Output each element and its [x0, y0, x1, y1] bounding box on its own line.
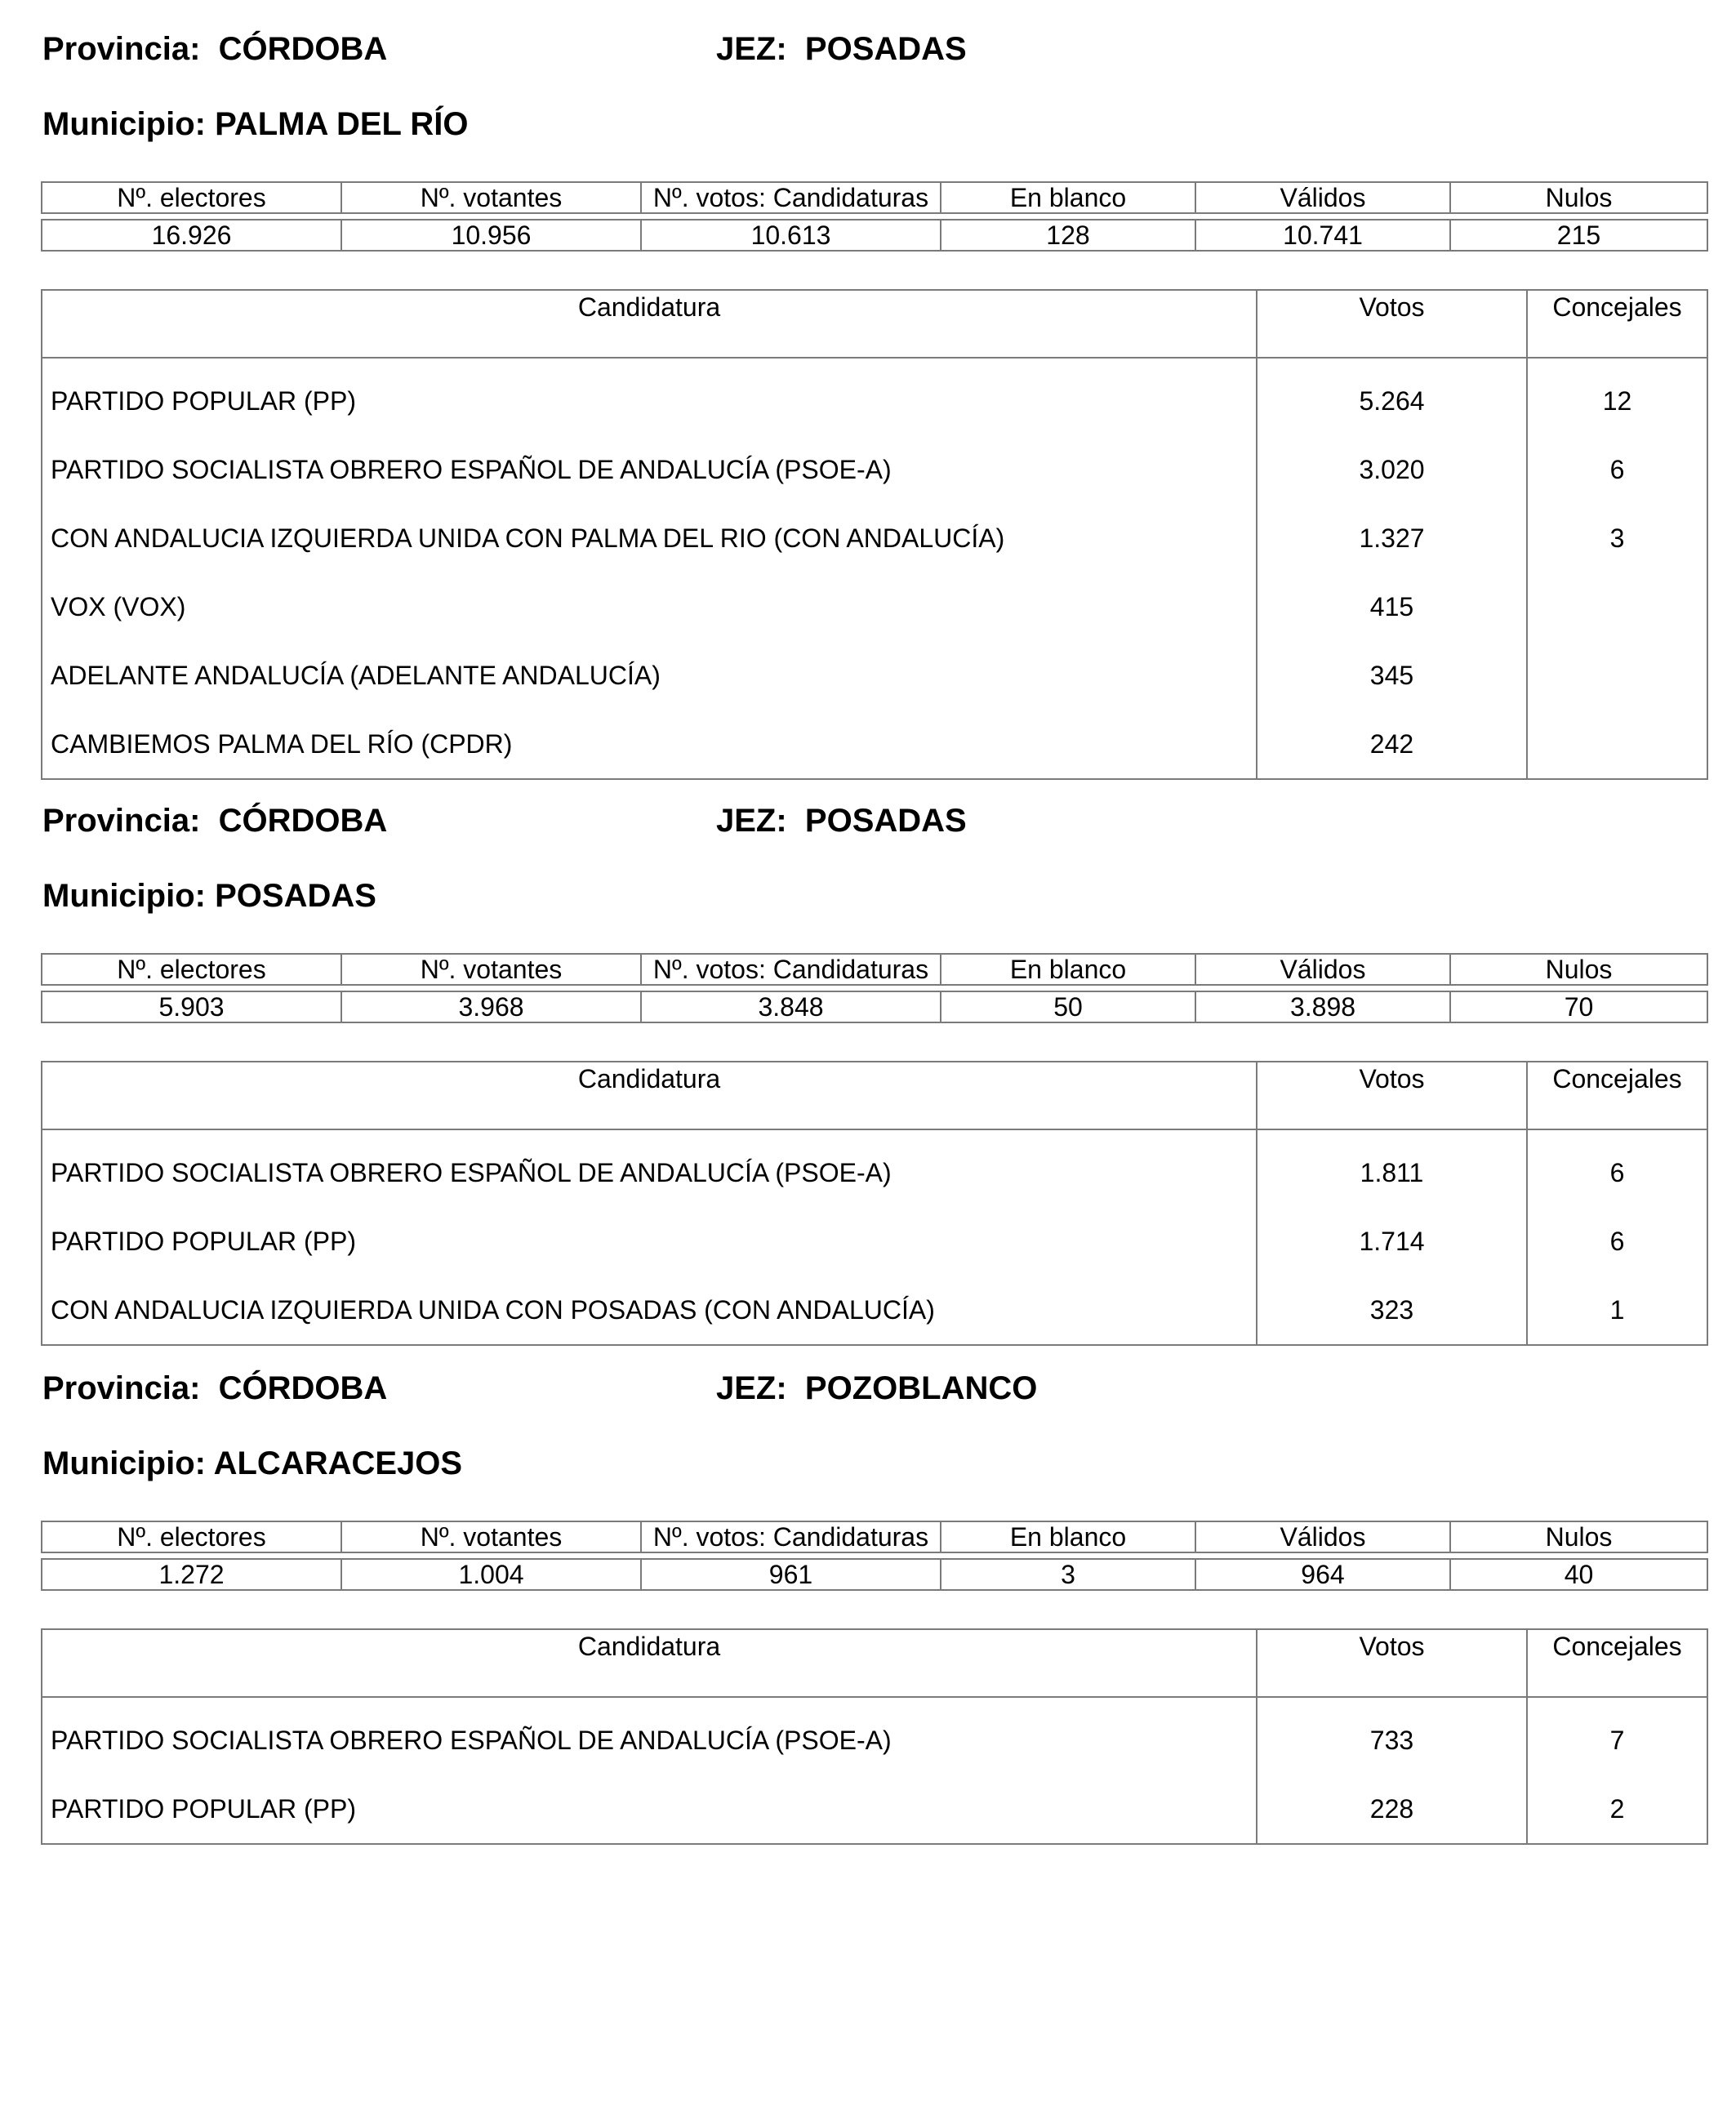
candidates-table — [41, 1061, 1708, 1346]
header-en-blanco: En blanco — [941, 954, 1195, 985]
candidate-votos: 1.714 — [1257, 1207, 1527, 1276]
header-nulos: Nulos — [1450, 1521, 1707, 1552]
summary-header-row — [42, 182, 1707, 213]
header-en-blanco: En blanco — [941, 182, 1195, 213]
header-votos: Votos — [1257, 1629, 1527, 1697]
municipio-line: Municipio: PALMA DEL RÍO — [42, 106, 469, 142]
candidates-header-row — [42, 290, 1707, 358]
table-row — [42, 710, 1707, 779]
jez-value: POZOBLANCO — [804, 1370, 1038, 1406]
header-nulos: Nulos — [1450, 182, 1707, 213]
candidate-name: PARTIDO SOCIALISTA OBRERO ESPAÑOL DE ANDALUCÍA (PSOE-A) — [42, 1697, 1257, 1775]
table-row — [42, 1129, 1707, 1207]
value-votos-candidaturas: 3.848 — [641, 991, 941, 1022]
section-header — [41, 24, 1707, 100]
table-row — [42, 1697, 1707, 1775]
candidate-concejales — [1527, 572, 1707, 641]
header-votantes: Nº. votantes — [341, 954, 641, 985]
table-row — [42, 1207, 1707, 1276]
value-nulos: 40 — [1450, 1559, 1707, 1590]
value-nulos: 215 — [1450, 220, 1707, 251]
header-votos-candidaturas: Nº. votos: Candidaturas — [641, 182, 941, 213]
value-electores: 16.926 — [42, 220, 341, 251]
candidate-votos: 1.327 — [1257, 504, 1527, 572]
section-posadas — [41, 796, 1707, 1346]
candidate-name: PARTIDO POPULAR (PP) — [42, 1207, 1257, 1276]
header-electores: Nº. electores — [42, 1521, 341, 1552]
summary-value-row — [42, 1559, 1707, 1590]
value-nulos: 70 — [1450, 991, 1707, 1022]
candidate-concejales: 6 — [1527, 1207, 1707, 1276]
candidate-name: CAMBIEMOS PALMA DEL RÍO (CPDR) — [42, 710, 1257, 779]
candidate-name: VOX (VOX) — [42, 572, 1257, 641]
table-row — [42, 435, 1707, 504]
provincia-value: CÓRDOBA — [218, 803, 388, 839]
table-row — [42, 1775, 1707, 1844]
header-votos: Votos — [1257, 290, 1527, 358]
candidate-name: ADELANTE ANDALUCÍA (ADELANTE ANDALUCÍA) — [42, 641, 1257, 710]
header-validos: Válidos — [1195, 182, 1450, 213]
candidate-votos: 733 — [1257, 1697, 1527, 1775]
candidate-concejales: 6 — [1527, 435, 1707, 504]
summary-header-row — [42, 954, 1707, 985]
municipio-value: POSADAS — [215, 878, 376, 914]
candidate-concejales: 1 — [1527, 1276, 1707, 1345]
municipio-value: ALCARACEJOS — [213, 1445, 463, 1481]
candidate-name: PARTIDO POPULAR (PP) — [42, 358, 1257, 435]
header-votantes: Nº. votantes — [341, 182, 641, 213]
header-validos: Válidos — [1195, 1521, 1450, 1552]
candidate-concejales — [1527, 710, 1707, 779]
summary-value-row — [42, 991, 1707, 1022]
municipio-line: Municipio: ALCARACEJOS — [42, 1445, 463, 1481]
provincia-value: CÓRDOBA — [218, 31, 388, 67]
value-electores: 1.272 — [42, 1559, 341, 1590]
table-row — [42, 572, 1707, 641]
candidate-concejales — [1527, 641, 1707, 710]
header-concejales: Concejales — [1527, 1629, 1707, 1697]
candidate-votos: 323 — [1257, 1276, 1527, 1345]
candidate-votos: 415 — [1257, 572, 1527, 641]
table-row — [42, 641, 1707, 710]
header-electores: Nº. electores — [42, 182, 341, 213]
header-candidatura: Candidatura — [42, 1629, 1257, 1697]
candidate-votos: 345 — [1257, 641, 1527, 710]
provincia-line: Provincia: CÓRDOBA — [42, 803, 388, 839]
value-validos: 3.898 — [1195, 991, 1450, 1022]
header-candidatura: Candidatura — [42, 1062, 1257, 1129]
value-validos: 10.741 — [1195, 220, 1450, 251]
candidate-concejales: 6 — [1527, 1129, 1707, 1207]
candidates-header-row — [42, 1062, 1707, 1129]
value-electores: 5.903 — [42, 991, 341, 1022]
candidate-votos: 242 — [1257, 710, 1527, 779]
candidates-table — [41, 1628, 1708, 1845]
header-electores: Nº. electores — [42, 954, 341, 985]
section-header — [41, 1364, 1707, 1439]
candidate-concejales: 3 — [1527, 504, 1707, 572]
candidate-name: PARTIDO POPULAR (PP) — [42, 1775, 1257, 1844]
table-row — [42, 358, 1707, 435]
provincia-value: CÓRDOBA — [218, 1370, 388, 1406]
jez-value: POSADAS — [804, 803, 967, 839]
value-votantes: 10.956 — [341, 220, 641, 251]
section-alcaracejos — [41, 1364, 1707, 1845]
municipio-value: PALMA DEL RÍO — [215, 106, 469, 142]
jez-line: JEZ: POSADAS — [716, 31, 967, 67]
candidate-votos: 228 — [1257, 1775, 1527, 1844]
candidates-table — [41, 289, 1708, 780]
municipio-line: Municipio: POSADAS — [42, 878, 376, 914]
provincia-line: Provincia: CÓRDOBA — [42, 1370, 388, 1406]
header-concejales: Concejales — [1527, 1062, 1707, 1129]
value-en-blanco: 128 — [941, 220, 1195, 251]
summary-value-row — [42, 220, 1707, 251]
jez-value: POSADAS — [804, 31, 967, 67]
value-votos-candidaturas: 961 — [641, 1559, 941, 1590]
header-concejales: Concejales — [1527, 290, 1707, 358]
candidate-name: CON ANDALUCIA IZQUIERDA UNIDA CON PALMA DEL RIO (CON ANDALUCÍA) — [42, 504, 1257, 572]
provincia-line: Provincia: CÓRDOBA — [42, 31, 388, 67]
value-votantes: 1.004 — [341, 1559, 641, 1590]
value-en-blanco: 50 — [941, 991, 1195, 1022]
value-validos: 964 — [1195, 1559, 1450, 1590]
summary-table — [41, 181, 1708, 252]
jez-line: JEZ: POZOBLANCO — [716, 1370, 1038, 1406]
candidate-votos: 5.264 — [1257, 358, 1527, 435]
section-header — [41, 796, 1707, 871]
section-palma-del-rio — [41, 24, 1707, 780]
candidate-votos: 1.811 — [1257, 1129, 1527, 1207]
candidate-votos: 3.020 — [1257, 435, 1527, 504]
candidate-concejales: 12 — [1527, 358, 1707, 435]
candidates-header-row — [42, 1629, 1707, 1697]
header-votantes: Nº. votantes — [341, 1521, 641, 1552]
value-en-blanco: 3 — [941, 1559, 1195, 1590]
header-en-blanco: En blanco — [941, 1521, 1195, 1552]
table-row — [42, 1276, 1707, 1345]
header-votos: Votos — [1257, 1062, 1527, 1129]
header-nulos: Nulos — [1450, 954, 1707, 985]
table-row — [42, 504, 1707, 572]
header-candidatura: Candidatura — [42, 290, 1257, 358]
header-votos-candidaturas: Nº. votos: Candidaturas — [641, 1521, 941, 1552]
candidate-name: CON ANDALUCIA IZQUIERDA UNIDA CON POSADAS (CON ANDALUCÍA) — [42, 1276, 1257, 1345]
summary-header-row — [42, 1521, 1707, 1552]
value-votantes: 3.968 — [341, 991, 641, 1022]
candidate-concejales: 7 — [1527, 1697, 1707, 1775]
candidate-name: PARTIDO SOCIALISTA OBRERO ESPAÑOL DE ANDALUCÍA (PSOE-A) — [42, 1129, 1257, 1207]
jez-line: JEZ: POSADAS — [716, 803, 967, 839]
summary-table — [41, 1521, 1708, 1591]
value-votos-candidaturas: 10.613 — [641, 220, 941, 251]
header-validos: Válidos — [1195, 954, 1450, 985]
candidate-name: PARTIDO SOCIALISTA OBRERO ESPAÑOL DE ANDALUCÍA (PSOE-A) — [42, 435, 1257, 504]
summary-table — [41, 953, 1708, 1023]
header-votos-candidaturas: Nº. votos: Candidaturas — [641, 954, 941, 985]
candidate-concejales: 2 — [1527, 1775, 1707, 1844]
